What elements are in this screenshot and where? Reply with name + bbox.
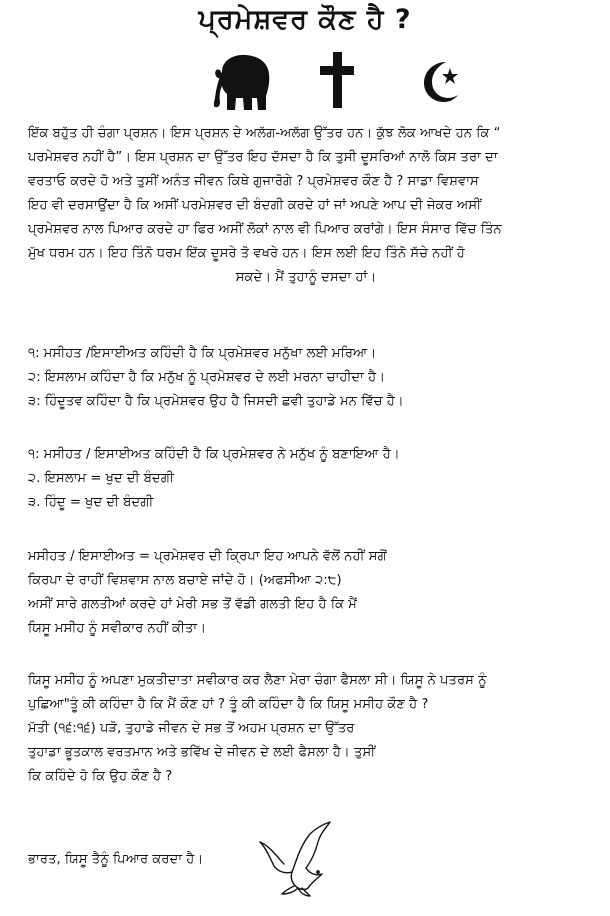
footer-text: ਭਾਰਤ, ਯਿਸੂ ਤੈਨੂੰ ਪਿਆਰ ਕਰਦਾ ਹੈ। [28,852,204,867]
cross-icon [318,52,356,108]
decision-paragraph [28,669,584,789]
religion-symbols [0,50,610,120]
beliefs-list-death [28,342,584,414]
intro-paragraph [28,122,584,290]
crescent-star-icon [420,58,464,104]
paragraph-line: ਕਿਰਪਾ ਦੇ ਰਾਹੀਂ ਵਿਸ਼ਵਾਸ ਨਾਲ ਬਚਾਏ ਜਾਂਦੇ ਹੋ। (ਅਫਸੀਆ ੨:੮) [28,573,342,588]
paragraph-line: ਪੁਛਿਆ"ਤੂੰ ਕੀ ਕਹਿੰਦਾ ਹੈ ਕਿ ਮੈਂ ਕੌਣ ਹਾਂ ? ਤੂੰ ਕੀ ਕਹਿੰਦਾ ਹੈ ਕਿ ਯਿਸੂ ਮਸੀਹ ਕੌਣ ਹੈ ? [28,697,429,712]
intro-line: ਇੱਕ ਬਹੁੱਤ ਹੀ ਚੰਗਾ ਪ੍ਰਸ਼ਨ। ਇਸ ਪ੍ਰਸ਼ਨ ਦੇ ਅਲੱਗ-ਅਲੱਗ ਉੱਤਰ ਹਨ। ਕੁੱਝ ਲੋਕ ਆਖਦੇ ਹਨ ਕਿ “ [28,126,501,141]
intro-line: ਪ੍ਰਮੇਸ਼ਵਰ ਨਾਲ ਪਿਆਰ ਕਰਦੇ ਹਾ ਫਿਰ ਅਸੀਂ ਲੋਕਾਂ ਨਾਲ ਵੀ ਪਿਆਰ ਕਰਾਂਗੇ। ਇਸ ਸੰਸਾਰ ਵਿੱਚ ਤਿੰਨ [28,222,502,237]
intro-line: ਇਹ ਵੀ ਦਰਸਾਉਂਦਾ ਹੈ ਕਿ ਅਸੀਂ ਪਰਮੇਸ਼ਵਰ ਦੀ ਬੰਦਗੀ ਕਰਦੇ ਹਾਂ ਜਾਂ ਅਪਣੇ ਆਪ ਦੀ ਜੇਕਰ ਅਸੀਂ [28,198,482,213]
intro-line: ਵਰਤਾਓ ਕਰਦੇ ਹੋ ਅਤੇ ਤੁਸੀਂ ਅਨੰਤ ਜੀਵਨ ਕਿਥੇ ਗੁਜਾਰੋਗੇ ? ਪ੍ਰਮੇਸ਼ਵਰ ਕੌਣ ਹੈ ? ਸਾਡਾ ਵਿਸ਼ਵਾਸ [28,174,479,189]
list-item: ੧: ਮਸੀਹਤ /ਇਸਾਈਅਤ ਕਹਿੰਦੀ ਹੈ ਕਿ ਪ੍ਰਮੇਸ਼ਵਰ ਮਨੁੱਖਾ ਲਈ ਮਰਿਆ। [28,346,377,361]
intro-line: ਪਰਮੇਸ਼ਵਰ ਨਹੀਂ ਹੈ”। ਇਸ ਪ੍ਰਸ਼ਨ ਦਾ ਉੱਤਰ ਇਹ ਦੱਸਦਾ ਹੈ ਕਿ ਤੁਸੀ ਦੂਸਰਿਆਂ ਨਾਲੋ ਕਿਸ ਤਰਾ ਦਾ [28,150,498,165]
intro-line: ਮੁੱਖ ਧਰਮ ਹਨ। ਇਹ ਤਿੰਨੋ ਧਰਮ ਇੱਕ ਦੂਸਰੇ ਤੋ ਵਖਰੇ ਹਨ। ਇਸ ਲਈ ਇਹ ਤਿੰਨੋ ਸੱਚੇ ਨਹੀਂ ਹੋ [28,246,465,261]
elephant-icon [212,50,274,112]
intro-line: ਸਕਦੇ। ਮੈਂ ਤੁਹਾਨੂੰ ਦਸਦਾ ਹਾਂ। [235,270,377,285]
paragraph-line: ਯਿਸੂ ਮਸੀਹ ਨੂੰ ਅਪਣਾ ਮੁਕਤੀਦਾਤਾ ਸਵੀਕਾਰ ਕਰ ਲੈਣਾ ਮੇਰਾ ਚੰਗਾ ਫੈਸਲਾ ਸੀ। ਯਿਸੂ ਨੇ ਪਤਰਸ ਨੂੰ [28,673,487,688]
dove-icon [256,818,334,898]
paragraph-line: ਮੱਤੀ (੧੬:੧੬) ਪੜੋ, ਤੁਹਾਡੇ ਜੀਵਨ ਦੇ ਸਭ ਤੋਂ ਅਹਮ ਪ੍ਰਸ਼ਨ ਦਾ ਉੱਤਰ [28,721,355,736]
list-item: ੩: ਹਿੰਦੂਤਵ ਕਹਿੰਦਾ ਹੈ ਕਿ ਪ੍ਰਮੇਸ਼ਵਰ ਉਹ ਹੈ ਜਿਸਦੀ ਛਵੀ ਤੁਹਾਡੇ ਮਨ ਵਿੱਚ ਹੈ। [28,394,404,409]
paragraph-line: ਅਸੀਂ ਸਾਰੇ ਗਲਤੀਆਂ ਕਰਦੇ ਹਾਂ ਮੇਰੀ ਸਭ ਤੋਂ ਵੱਡੀ ਗਲਤੀ ਇਹ ਹੈ ਕਿ ਮੈਂ [28,597,357,612]
paragraph-line: ਯਿਸੂ ਮਸੀਹ ਨੂੰ ਸਵੀਕਾਰ ਨਹੀਂ ਕੀਤਾ। [28,621,207,636]
list-item: ੩. ਹਿੰਦੂ = ਖੁਦ ਦੀ ਬੰਦਗੀ [28,495,154,510]
page-title: ਪ੍ਰਮੇਸ਼ਵਰ ਕੌਣ ਹੈ ? [198,4,412,35]
list-item: ੨: ਇਸਲਾਮ ਕਹਿੰਦਾ ਹੈ ਕਿ ਮਨੁੱਖ ਨੂੰ ਪ੍ਰਮੇਸ਼ਵਰ ਦੇ ਲਈ ਮਰਨਾ ਚਾਹੀਦਾ ਹੈ। [28,370,386,385]
paragraph-line: ਮਸੀਹਤ / ਇਸਾਈਅਤ = ਪ੍ਰਮੇਸ਼ਵਰ ਦੀ ਕ੍ਰਿਪਾ ਇਹ ਆਪਨੇ ਵੱਲੋਂ ਨਹੀਂ ਸਗੋਂ [28,549,387,564]
grace-paragraph [28,545,584,641]
list-item: ੨. ਇਸਲਾਮ = ਖੁਦ ਦੀ ਬੰਦਗੀ [28,471,174,486]
paragraph-line: ਕਿ ਕਹਿੰਦੇ ਹੋ ਕਿ ਉਹ ਕੌਣ ਹੈ ? [28,769,173,784]
list-item: ੧: ਮਸੀਹਤ / ਇਸਾਈਅਤ ਕਹਿੰਦੀ ਹੈ ਕਿ ਪ੍ਰਮੇਸ਼ਵਰ ਨੇ ਮਨੁੱਖ ਨੂੰ ਬਣਾਇਆ ਹੈ। [28,447,400,462]
paragraph-line: ਤੁਹਾਡਾ ਭੂਤਕਾਲ ਵਰਤਮਾਨ ਅਤੇ ਭਵਿੱਖ ਦੇ ਜੀਵਨ ਦੇ ਲਈ ਫੈਸਲਾ ਹੈ। ਤੁਸੀਂ [28,745,376,760]
beliefs-list-worship [28,443,584,515]
